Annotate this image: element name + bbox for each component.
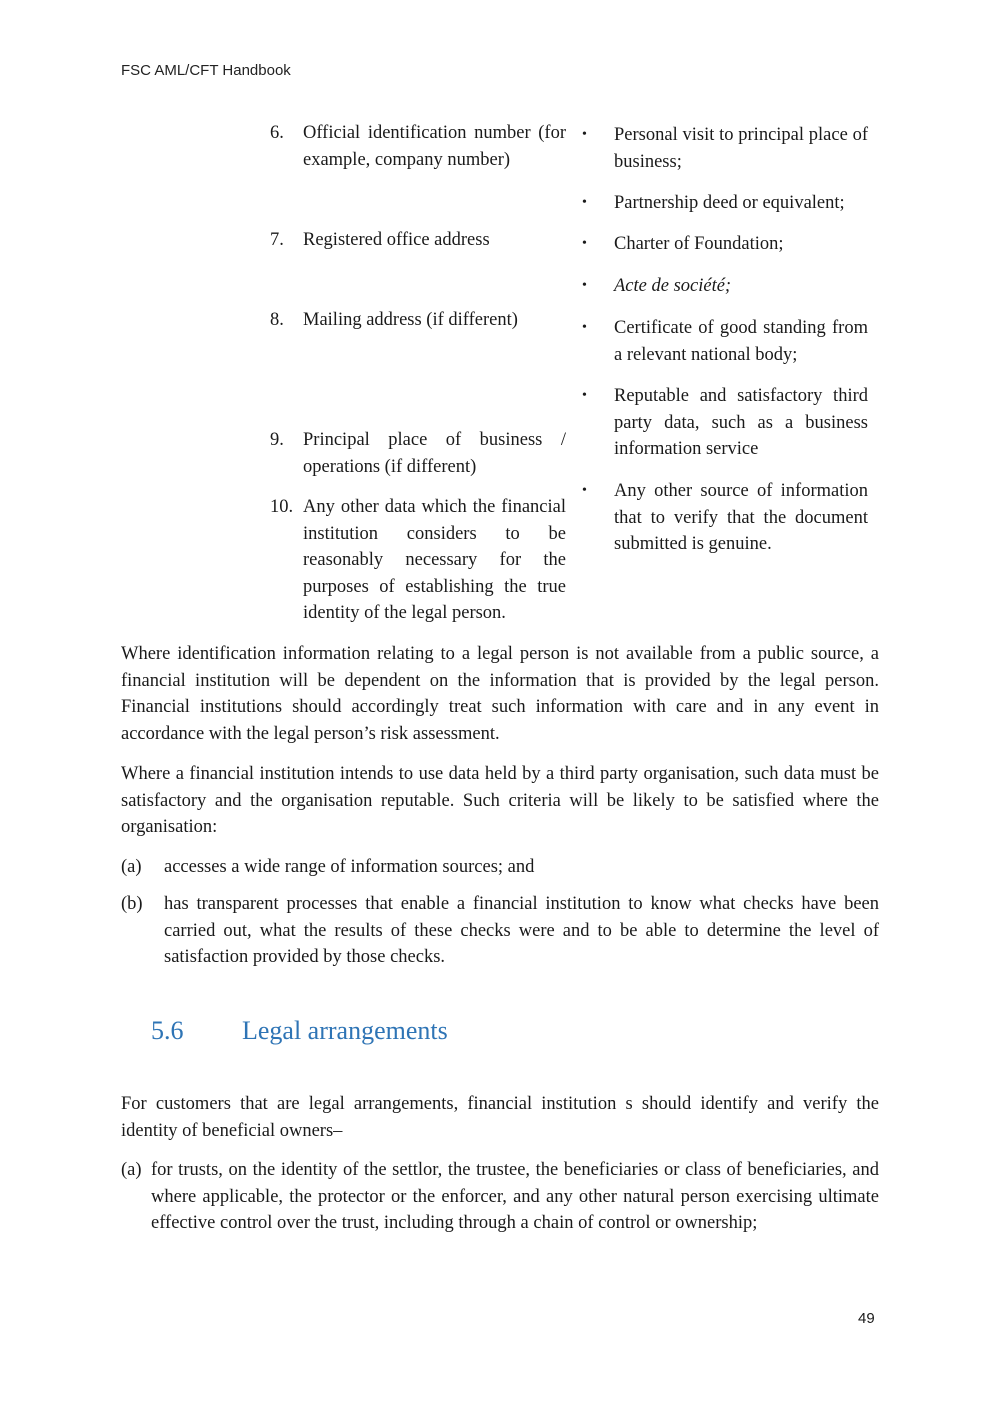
list-item <box>582 190 868 217</box>
running-header: FSC AML/CFT Handbook <box>121 62 291 79</box>
list-text: Charter of Foundation; <box>614 234 784 254</box>
criteria-item <box>121 891 879 971</box>
list-number: 8. <box>270 310 284 330</box>
list-item <box>270 307 566 334</box>
item-label: (a) <box>121 857 142 877</box>
paragraph: For customers that are legal arrangements, financial institution s should identify and verify the identity of beneficial owners– <box>121 1094 879 1141</box>
list-number: 7. <box>270 230 284 250</box>
list-number: 9. <box>270 430 284 450</box>
list-item <box>582 383 868 463</box>
item-text: accesses a wide range of information sources; and <box>164 857 535 877</box>
list-text: Official identification number (for example, company number) <box>303 123 566 170</box>
list-text: Registered office address <box>303 230 490 250</box>
list-item <box>582 231 868 258</box>
list-item <box>582 478 868 558</box>
criteria-item <box>121 854 879 881</box>
list-item <box>270 120 566 173</box>
paragraph: Where identification information relating to a legal person is not available from a public source, a financial institution will be dependent on the information that is provided by the legal person. Financial institutions should accordingly treat such information with care and in any event in accordance with the legal person’s risk assessment. <box>121 644 879 744</box>
list-text: Partnership deed or equivalent; <box>614 193 845 213</box>
bullet-icon: • <box>582 483 587 498</box>
item-label: (b) <box>121 894 143 914</box>
list-text: Any other source of information that to verify that the document submitted is genuine. <box>614 481 868 555</box>
item-text: for trusts, on the identity of the settlor, the trustee, the beneficiaries or class of beneficiaries, and where applicable, the protector or the enforcer, and any other natural person exercising ultimate effective control over the trust, including through a chain of control or ownership; <box>151 1160 879 1234</box>
bullet-icon: • <box>582 236 587 251</box>
bullet-icon: • <box>582 278 587 293</box>
list-number: 10. <box>270 497 294 517</box>
list-text: Mailing address (if different) <box>303 310 518 330</box>
section-heading <box>151 1016 448 1046</box>
bullet-icon: • <box>582 127 587 142</box>
list-item <box>582 315 868 368</box>
bullet-icon: • <box>582 195 587 210</box>
paragraph: Where a financial institution intends to use data held by a third party organisation, such data must be satisfactory and the organisation reputable. Such criteria will be likely to be satisfied where the organisation: <box>121 764 879 838</box>
section-number: 5.6 <box>151 1016 184 1045</box>
list-item <box>582 273 868 300</box>
item-label: (a) <box>121 1160 142 1180</box>
list-item <box>270 494 566 627</box>
list-item <box>270 427 566 480</box>
list-number: 6. <box>270 123 284 143</box>
list-text: Any other data which the financial institution considers to be reasonably necessary for the purposes of establishing the true identity of the legal person. <box>303 497 566 624</box>
arrangement-item <box>121 1157 879 1237</box>
bullet-icon: • <box>582 320 587 335</box>
bullet-icon: • <box>582 388 587 403</box>
list-text: Principal place of business / operations (if different) <box>303 430 566 477</box>
list-item <box>582 122 868 175</box>
list-item <box>270 227 566 254</box>
section-title: Legal arrangements <box>242 1016 448 1045</box>
list-text: Certificate of good standing from a relevant national body; <box>614 318 868 365</box>
item-text: has transparent processes that enable a financial institution to know what checks have been carried out, what the results of these checks were and to be able to determine the level of satisfaction provided by those checks. <box>164 894 879 968</box>
list-text: Reputable and satisfactory third party data, such as a business information service <box>614 386 868 460</box>
list-text: Personal visit to principal place of business; <box>614 125 868 172</box>
list-text: Acte de société; <box>614 276 732 296</box>
page-number: 49 <box>858 1310 875 1327</box>
